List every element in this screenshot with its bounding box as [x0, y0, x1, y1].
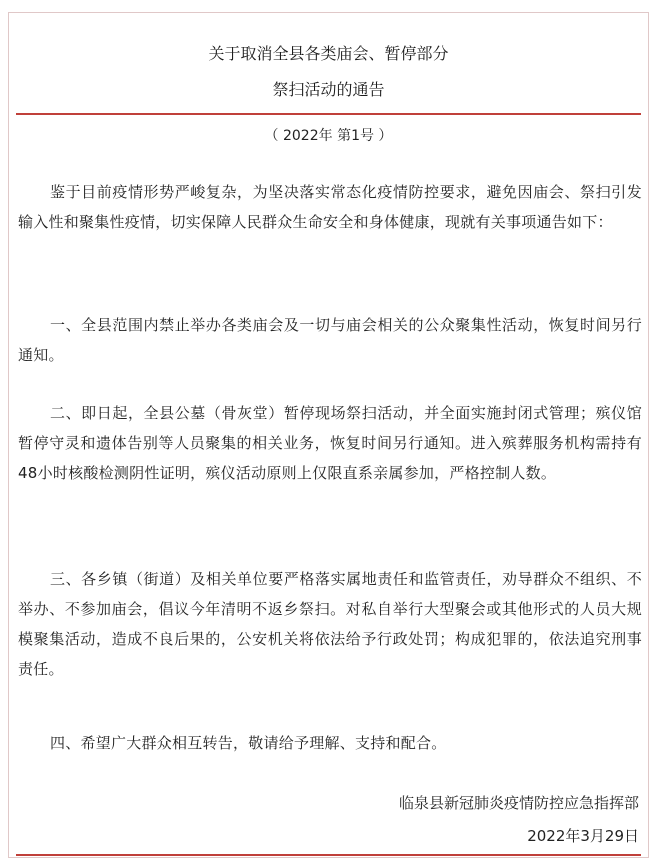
issue-date: 2022年3月29日: [527, 827, 639, 845]
intro-paragraph: 鉴于目前疫情形势严峻复杂，为坚决落实常态化疫情防控要求，避免因庙会、祭扫引发输入性和聚集性疫情，切实保障人民群众生命安全和身体健康，现就有关事项通告如下：: [18, 183, 642, 231]
notice-title-line2: 祭扫活动的通告: [272, 80, 385, 99]
item-3-paragraph: 三、各乡镇（街道）及相关单位要严格落实属地责任和监管责任，劝导群众不组织、不举办、不参加庙会，倡议今年清明不返乡祭扫。对私自举行大型聚会或其他形式的人员大规模聚集活动，造成不良后果的，公安机关将依法给予行政处罚；构成犯罪的，依法追究刑事责任。: [18, 570, 642, 678]
item-4-paragraph: 四、希望广大群众相互转告，敬请给予理解、支持和配合。: [50, 734, 447, 752]
item-1-paragraph: 一、全县范围内禁止举办各类庙会及一切与庙会相关的公众聚集性活动，恢复时间另行通知。: [18, 316, 642, 364]
issuer-signature: 临泉县新冠肺炎疫情防控应急指挥部: [398, 794, 639, 812]
notice-title-line1: 关于取消全县各类庙会、暂停部分: [208, 44, 449, 63]
red-divider-bottom: [16, 854, 641, 856]
document-number: （ 2022年 第1号 ）: [264, 128, 393, 144]
red-divider-top: [16, 113, 641, 115]
item-2-paragraph: 二、即日起，全县公墓（骨灰堂）暂停现场祭扫活动，并全面实施封闭式管理；殡仪馆暂停守灵和遗体告别等人员聚集的相关业务，恢复时间另行通知。进入殡葬服务机构需持有48小时核酸检测阴性证明，殡仪活动原则上仅限直系亲属参加，严格控制人数。: [18, 404, 642, 482]
